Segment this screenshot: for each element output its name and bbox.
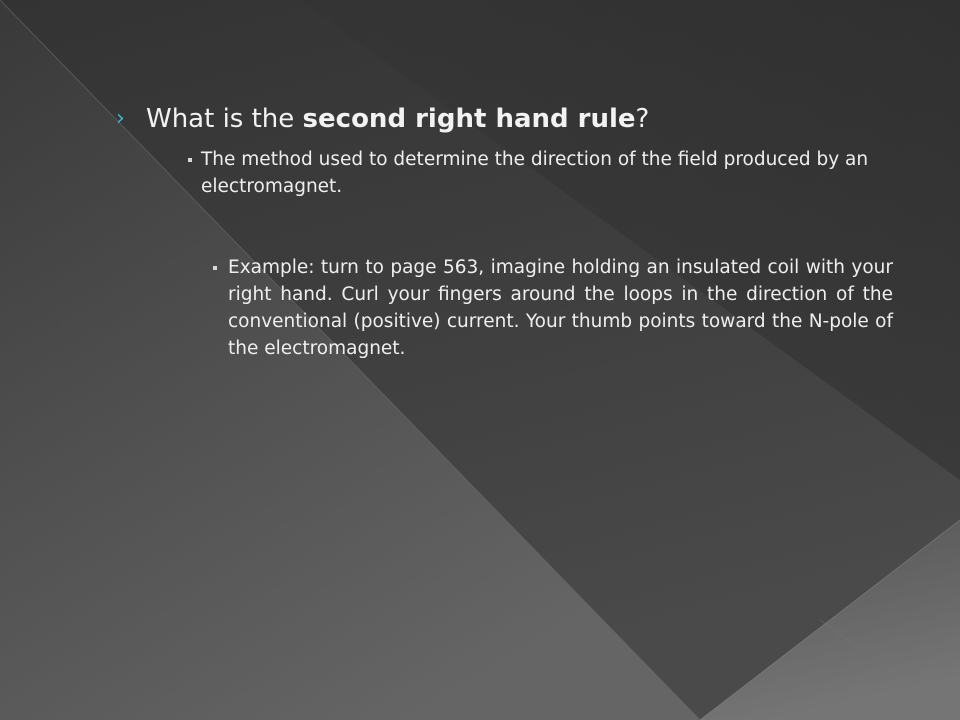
title-bullet (116, 103, 896, 135)
definition-bullet (188, 146, 878, 200)
square-bullet-icon (188, 158, 192, 162)
example-text: Example: turn to page 563, imagine holding an insulated coil with your right hand. Curl your fingers around the loops in the direction of the conventional (positive) current. Your thumb points toward the N-pole of the electromagnet. (228, 257, 893, 359)
definition-text: The method used to determine the direction of the field produced by an electromagnet. (201, 149, 869, 197)
chevron-right-icon: › (116, 106, 125, 131)
slide-title (146, 103, 896, 135)
title-emphasis: second right hand rule (302, 104, 636, 134)
title-suffix: ? (635, 104, 650, 134)
square-bullet-icon (213, 266, 217, 270)
title-prefix: What is the (146, 104, 303, 134)
example-bullet (213, 254, 893, 362)
